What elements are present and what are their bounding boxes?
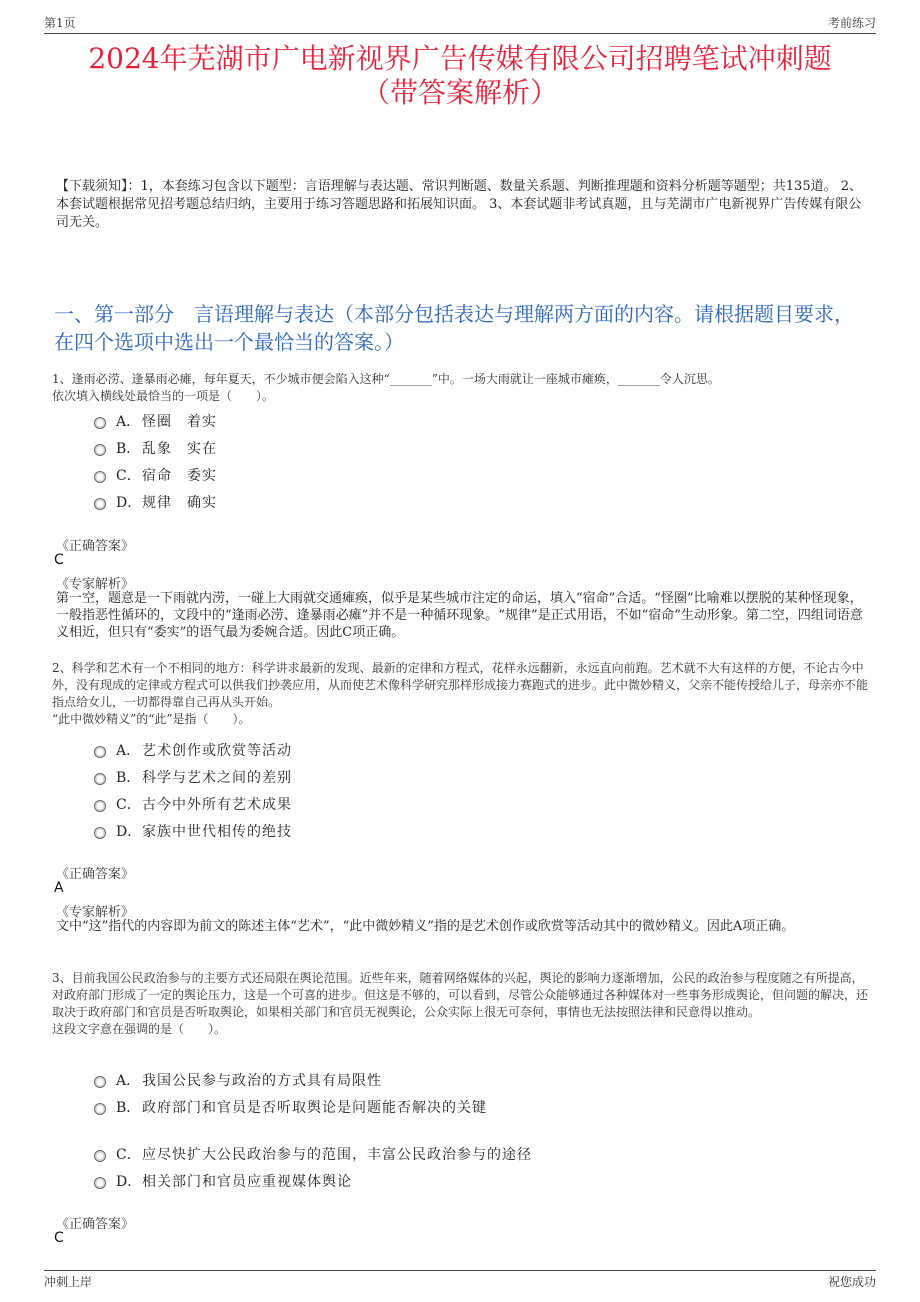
answer-label: 《正确答案》 — [56, 539, 135, 554]
question-2-option-d[interactable] — [94, 821, 292, 841]
radio-icon[interactable] — [94, 1177, 106, 1189]
option-text: 家族中世代相传的绝技 — [142, 824, 292, 840]
option-text: 宿命 委实 — [142, 468, 217, 484]
option-letter: A． — [116, 1073, 141, 1089]
question-2-option-c[interactable] — [94, 794, 292, 814]
question-1-option-c[interactable] — [94, 465, 217, 485]
radio-icon[interactable] — [94, 417, 106, 429]
option-letter: B． — [116, 770, 141, 786]
page-number: 第1页 — [44, 16, 76, 30]
radio-icon[interactable] — [94, 444, 106, 456]
radio-icon[interactable] — [94, 773, 106, 785]
question-1-answer: C — [54, 552, 64, 568]
option-text: 怪圈 着实 — [142, 414, 217, 430]
option-letter: C． — [116, 1147, 141, 1163]
radio-icon[interactable] — [94, 1076, 106, 1088]
option-letter: D． — [116, 824, 142, 840]
question-prompt: “此中微妙精义”的“此”是指（ ）。 — [52, 712, 251, 726]
question-text: 2、科学和艺术有一个不相同的地方：科学讲求最新的发现、最新的定律和方程式，花样永远翻新，永远直向前跑。艺术就不大有这样的方便，不论古今中外，没有现成的定律或方程式可以供我们抄袭应用，从而使艺术像科学研究那样形成接力赛跑式的进步。此中微妙精义，父亲不能传授给儿子，母亲亦不能指点给女儿，一切都得靠自己再从头开始。 — [52, 661, 869, 709]
question-text: 1、逢雨必涝、逢暴雨必瘫，每年夏天，不少城市便会陷入这种“_______”中。一场大雨就让一座城市瘫痪，_______令人沉思。 — [52, 372, 720, 386]
option-text: 我国公民参与政治的方式具有局限性 — [142, 1073, 382, 1089]
option-text: 相关部门和官员应重视媒体舆论 — [142, 1174, 352, 1190]
radio-icon[interactable] — [94, 800, 106, 812]
answer-label: 《正确答案》 — [56, 867, 135, 882]
question-prompt: 依次填入横线处最恰当的一项是（ ）。 — [52, 389, 275, 403]
page-title — [40, 42, 880, 110]
question-3-option-b[interactable] — [94, 1097, 487, 1117]
radio-icon[interactable] — [94, 746, 106, 758]
option-letter: A． — [116, 743, 141, 759]
header-tag: 考前练习 — [827, 16, 876, 30]
page-header — [44, 14, 876, 34]
section-heading: 一、第一部分 言语理解与表达（本部分包括表达与理解两方面的内容。请根据题目要求，在四个选项中选出一个最恰当的答案。） — [54, 302, 854, 354]
option-letter: B． — [116, 1100, 141, 1116]
option-text: 政府部门和官员是否听取舆论是问题能否解决的关键 — [142, 1100, 487, 1116]
question-2-stem — [52, 660, 868, 728]
option-text: 乱象 实在 — [142, 441, 217, 457]
question-prompt: 这段文字意在强调的是（ ）。 — [52, 1022, 227, 1036]
title-line-2: （带答案解析） — [361, 76, 558, 109]
question-text: 3、目前我国公民政治参与的主要方式还局限在舆论范围。近些年来，随着网络媒体的兴起，舆论的影响力逐渐增加，公民的政治参与程度随之有所提高，对政府部门形成了一定的舆论压力，这是一个可喜的进步。但这是不够的，可以看到，尽管公众能够通过各种媒体对一些事务形成舆论，但问题的解决，还取决于政府部门和官员是否听取舆论，如果相关部门和官员无视舆论，公众实际上很无可奈何，事情也无法按照法律和民意得以推动。 — [52, 971, 869, 1019]
question-3-option-a[interactable] — [94, 1070, 382, 1090]
question-2-option-b[interactable] — [94, 767, 292, 787]
question-3-option-d[interactable] — [94, 1171, 352, 1191]
option-text: 古今中外所有艺术成果 — [142, 797, 292, 813]
page-footer — [44, 1270, 876, 1290]
option-letter: D． — [116, 1174, 142, 1190]
title-line-1: 2024年芜湖市广电新视界广告传媒有限公司招聘笔试冲刺题 — [88, 42, 832, 75]
option-letter: C． — [116, 468, 141, 484]
question-2-analysis: 文中“这”指代的内容即为前文的陈述主体“艺术”，“此中微妙精义”指的是艺术创作或欣赏等活动其中的微妙精义。因此A项正确。 — [56, 919, 795, 934]
analysis-label: 《专家解析》 — [56, 905, 135, 920]
question-3-stem — [52, 970, 868, 1038]
radio-icon[interactable] — [94, 1150, 106, 1162]
option-letter: A． — [116, 414, 141, 430]
question-2-option-a[interactable] — [94, 740, 292, 760]
option-text: 艺术创作或欣赏等活动 — [142, 743, 292, 759]
question-1-option-d[interactable] — [94, 492, 217, 512]
question-1-option-b[interactable] — [94, 438, 217, 458]
question-1-stem — [52, 371, 868, 405]
analysis-label: 《专家解析》 — [56, 577, 135, 592]
question-1-option-a[interactable] — [94, 411, 217, 431]
footer-right: 祝您成功 — [827, 1275, 876, 1289]
answer-label: 《正确答案》 — [56, 1217, 135, 1232]
question-1-analysis: 第一空，题意是一下雨就内涝，一碰上大雨就交通瘫痪，似乎是某些城市注定的命运，填入“宿命”合适。“怪圈”比喻难以摆脱的某种怪现象，一般指恶性循环的，文段中的“逢雨必涝、逢暴雨必瘫”并不是一种循环现象。“规律”是正式用语，不如“宿命”生动形象。第二空，四组词语意义相近，但只有“委实”的语气最为委婉合适。因此C项正确。 — [56, 591, 863, 640]
footer-left: 冲刺上岸 — [44, 1275, 93, 1289]
option-letter: C． — [116, 797, 141, 813]
radio-icon[interactable] — [94, 827, 106, 839]
option-text: 科学与艺术之间的差别 — [142, 770, 292, 786]
question-3-option-c[interactable] — [94, 1144, 532, 1164]
option-text: 应尽快扩大公民政治参与的范围，丰富公民政治参与的途径 — [142, 1147, 532, 1163]
option-letter: B． — [116, 441, 141, 457]
question-2-answer: A — [54, 880, 64, 896]
option-text: 规律 确实 — [142, 495, 217, 511]
radio-icon[interactable] — [94, 471, 106, 483]
radio-icon[interactable] — [94, 498, 106, 510]
download-notice: 【下载须知】：1，本套练习包含以下题型：言语理解与表达题、常识判断题、数量关系题、判断推理题和资料分析题等题型；共135道。 2、本套试题根据常见招考题总结归纳，主要用于练习答题思路和拓展知识面。 3、本套试题非考试真题，且与芜湖市广电新视界广告传媒有限公司无关。 — [56, 179, 862, 230]
option-letter: D． — [116, 495, 142, 511]
question-3-answer: C — [54, 1230, 64, 1246]
radio-icon[interactable] — [94, 1103, 106, 1115]
